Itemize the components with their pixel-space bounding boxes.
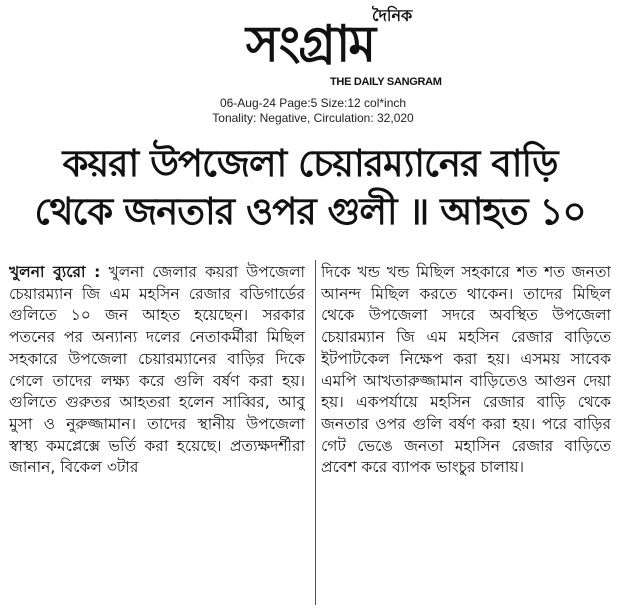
article-column-1 [9, 262, 305, 606]
byline: খুলনা ব্যুরো : [9, 263, 101, 281]
newspaper-logo: সংগ্রাম [245, 15, 375, 73]
article-column-1-text: খুলনা জেলার কয়রা উপজেলা চেয়ারম্যান জি এম মহসিন রেজার বডিগার্ডের গুলিতে ১০ জন আহত হয়েছেন। সরকার পতনের পর অন্যান্য দলের নেতাকর্মীরা মিছিল সহকারে উপজেলা চেয়ারম্যানের বাড়ির দিকে গেলে তাদের লক্ষ্য করে গুলি বর্ষণ করা হয়। গুলিতে গুরুতর আহতরা হলেন সাব্বির, আবু মুসা ও নুরুজ্জামান। তাদের স্থানীয় উপজেলা স্বাস্থ্য কমপ্লেক্সে ভর্তি করা হয়েছে। প্রত্যক্ষদর্শীরা জানান, বিকেল ৩টার [9, 263, 305, 477]
article-column-2 [321, 262, 611, 606]
clip-info-date-size: 06-Aug-24 Page:5 Size:12 col*inch [219, 96, 407, 110]
headline-line-2: থেকে জনতার ওপর গুলী ॥ আহত ১০ [34, 190, 586, 233]
masthead-prefix: দৈনিক [372, 6, 413, 25]
headline-line-1: কয়রা উপজেলা চেয়ারম্যানের বাড়ি [62, 142, 558, 185]
column-divider [315, 260, 316, 605]
masthead [0, 0, 619, 92]
article-column-2-text: দিকে খন্ড খন্ড মিছিল সহকারে শত শত জনতা আনন্দ মিছিল করতে থাকেন। তাদের মিছিল থেকে উপজেলা সদরে অবস্থিত উপজেলা চেয়ারম্যান জি এম মহসিন রেজার বাড়িতে ইটপাটকেল নিক্ষেপ করা হয়। এসময় সাবেক এমপি আখতারুজ্জামান বাড়িতেও আগুন দেয়া হয়। একপর্যায়ে মহসিন রেজার বাড়ি থেকে জনতার ওপর গুলি বর্ষণ করা হয়। পরে বাড়ির গেট ভেঙে জনতা মহাসিন রেজার বাড়িতে প্রবেশ করে ব্যাপক ভাংচুর চালায়। [321, 263, 611, 477]
clip-info-tonality: Tonality: Negative, Circulation: 32,020 [212, 111, 414, 125]
clip-info [170, 96, 456, 126]
masthead-subtitle: THE DAILY SANGRAM [330, 76, 442, 88]
headline [20, 140, 600, 236]
